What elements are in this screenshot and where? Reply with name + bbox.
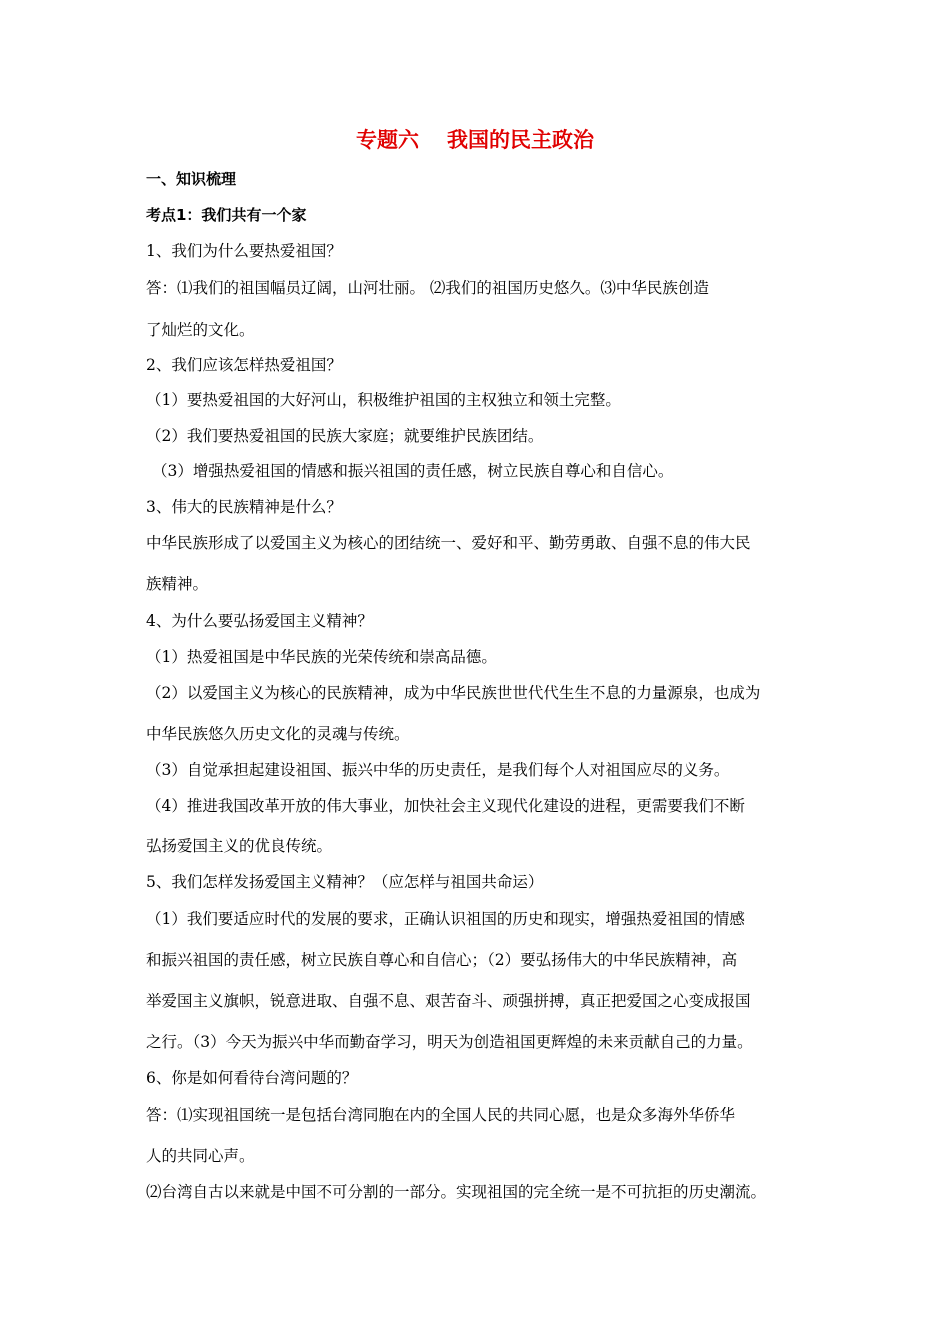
answer-4-item-3: （3）自觉承担起建设祖国、振兴中华的历史责任，是我们每个人对祖国应尽的义务。: [146, 761, 730, 779]
question-1: 1、我们为什么要热爱祖国？: [146, 242, 342, 260]
title-topic-number: 专题六: [356, 128, 419, 152]
answer-3-line-2: 族精神。: [146, 575, 209, 593]
question-6: 6、你是如何看待台湾问题的？: [146, 1069, 358, 1087]
section-heading: 一、知识梳理: [146, 170, 237, 188]
page-title: [0, 124, 950, 154]
question-3: 3、伟大的民族精神是什么？: [146, 498, 342, 516]
question-5: 5、我们怎样发扬爱国主义精神？（应怎样与祖国共命运）: [146, 873, 544, 891]
answer-4-item-2: （2）以爱国主义为核心的民族精神，成为中华民族世世代代生生不息的力量源泉，也成为: [146, 684, 761, 702]
answer-5-line-3: 举爱国主义旗帜，锐意进取、自强不息、艰苦奋斗、顽强拼搏，真正把爱国之心变成报国: [146, 992, 751, 1010]
answer-2-item-3: （3）增强热爱祖国的情感和振兴祖国的责任感，树立民族自尊心和自信心。: [152, 462, 674, 480]
title-topic-name: 我国的民主政治: [447, 128, 594, 152]
answer-4-item-1: （1）热爱祖国是中华民族的光荣传统和崇高品德。: [146, 648, 497, 666]
answer-4-item-2-cont: 中华民族悠久历史文化的灵魂与传统。: [146, 725, 410, 743]
answer-5-line-1: （1）我们要适应时代的发展的要求，正确认识祖国的历史和现实，增强热爱祖国的情感: [146, 910, 745, 928]
answer-4-item-4: （4）推进我国改革开放的伟大事业，加快社会主义现代化建设的进程，更需要我们不断: [146, 797, 745, 815]
answer-3-line-1: 中华民族形成了以爱国主义为核心的团结统一、爱好和平、勤劳勇敢、自强不息的伟大民: [146, 534, 751, 552]
answer-2-item-1: （1）要热爱祖国的大好河山，积极维护祖国的主权独立和领土完整。: [146, 391, 621, 409]
question-4: 4、为什么要弘扬爱国主义精神？: [146, 612, 373, 630]
topic-heading: 考点1：我们共有一个家: [146, 206, 307, 224]
answer-2-item-2: （2）我们要热爱祖国的民族大家庭；就要维护民族团结。: [146, 427, 544, 445]
answer-1-line-2: 了灿烂的文化。: [146, 321, 255, 339]
answer-6-line-2: 人的共同心声。: [146, 1147, 255, 1165]
answer-5-line-2: 和振兴祖国的责任感，树立民族自尊心和自信心；（2）要弘扬伟大的中华民族精神，高: [146, 951, 738, 969]
answer-1-line-1: 答：⑴我们的祖国幅员辽阔，山河壮丽。 ⑵我们的祖国历史悠久。⑶中华民族创造: [146, 279, 709, 297]
answer-5-line-4: 之行。（3）今天为振兴中华而勤奋学习，明天为创造祖国更辉煌的未来贡献自己的力量。: [146, 1033, 753, 1051]
answer-6-line-1: 答：⑴实现祖国统一是包括台湾同胞在内的全国人民的共同心愿，也是众多海外华侨华: [146, 1106, 736, 1124]
answer-6-line-3: ⑵台湾自古以来就是中国不可分割的一部分。实现祖国的完全统一是不可抗拒的历史潮流。: [146, 1183, 767, 1201]
answer-4-item-4-cont: 弘扬爱国主义的优良传统。: [146, 837, 333, 855]
question-2: 2、我们应该怎样热爱祖国？: [146, 356, 342, 374]
